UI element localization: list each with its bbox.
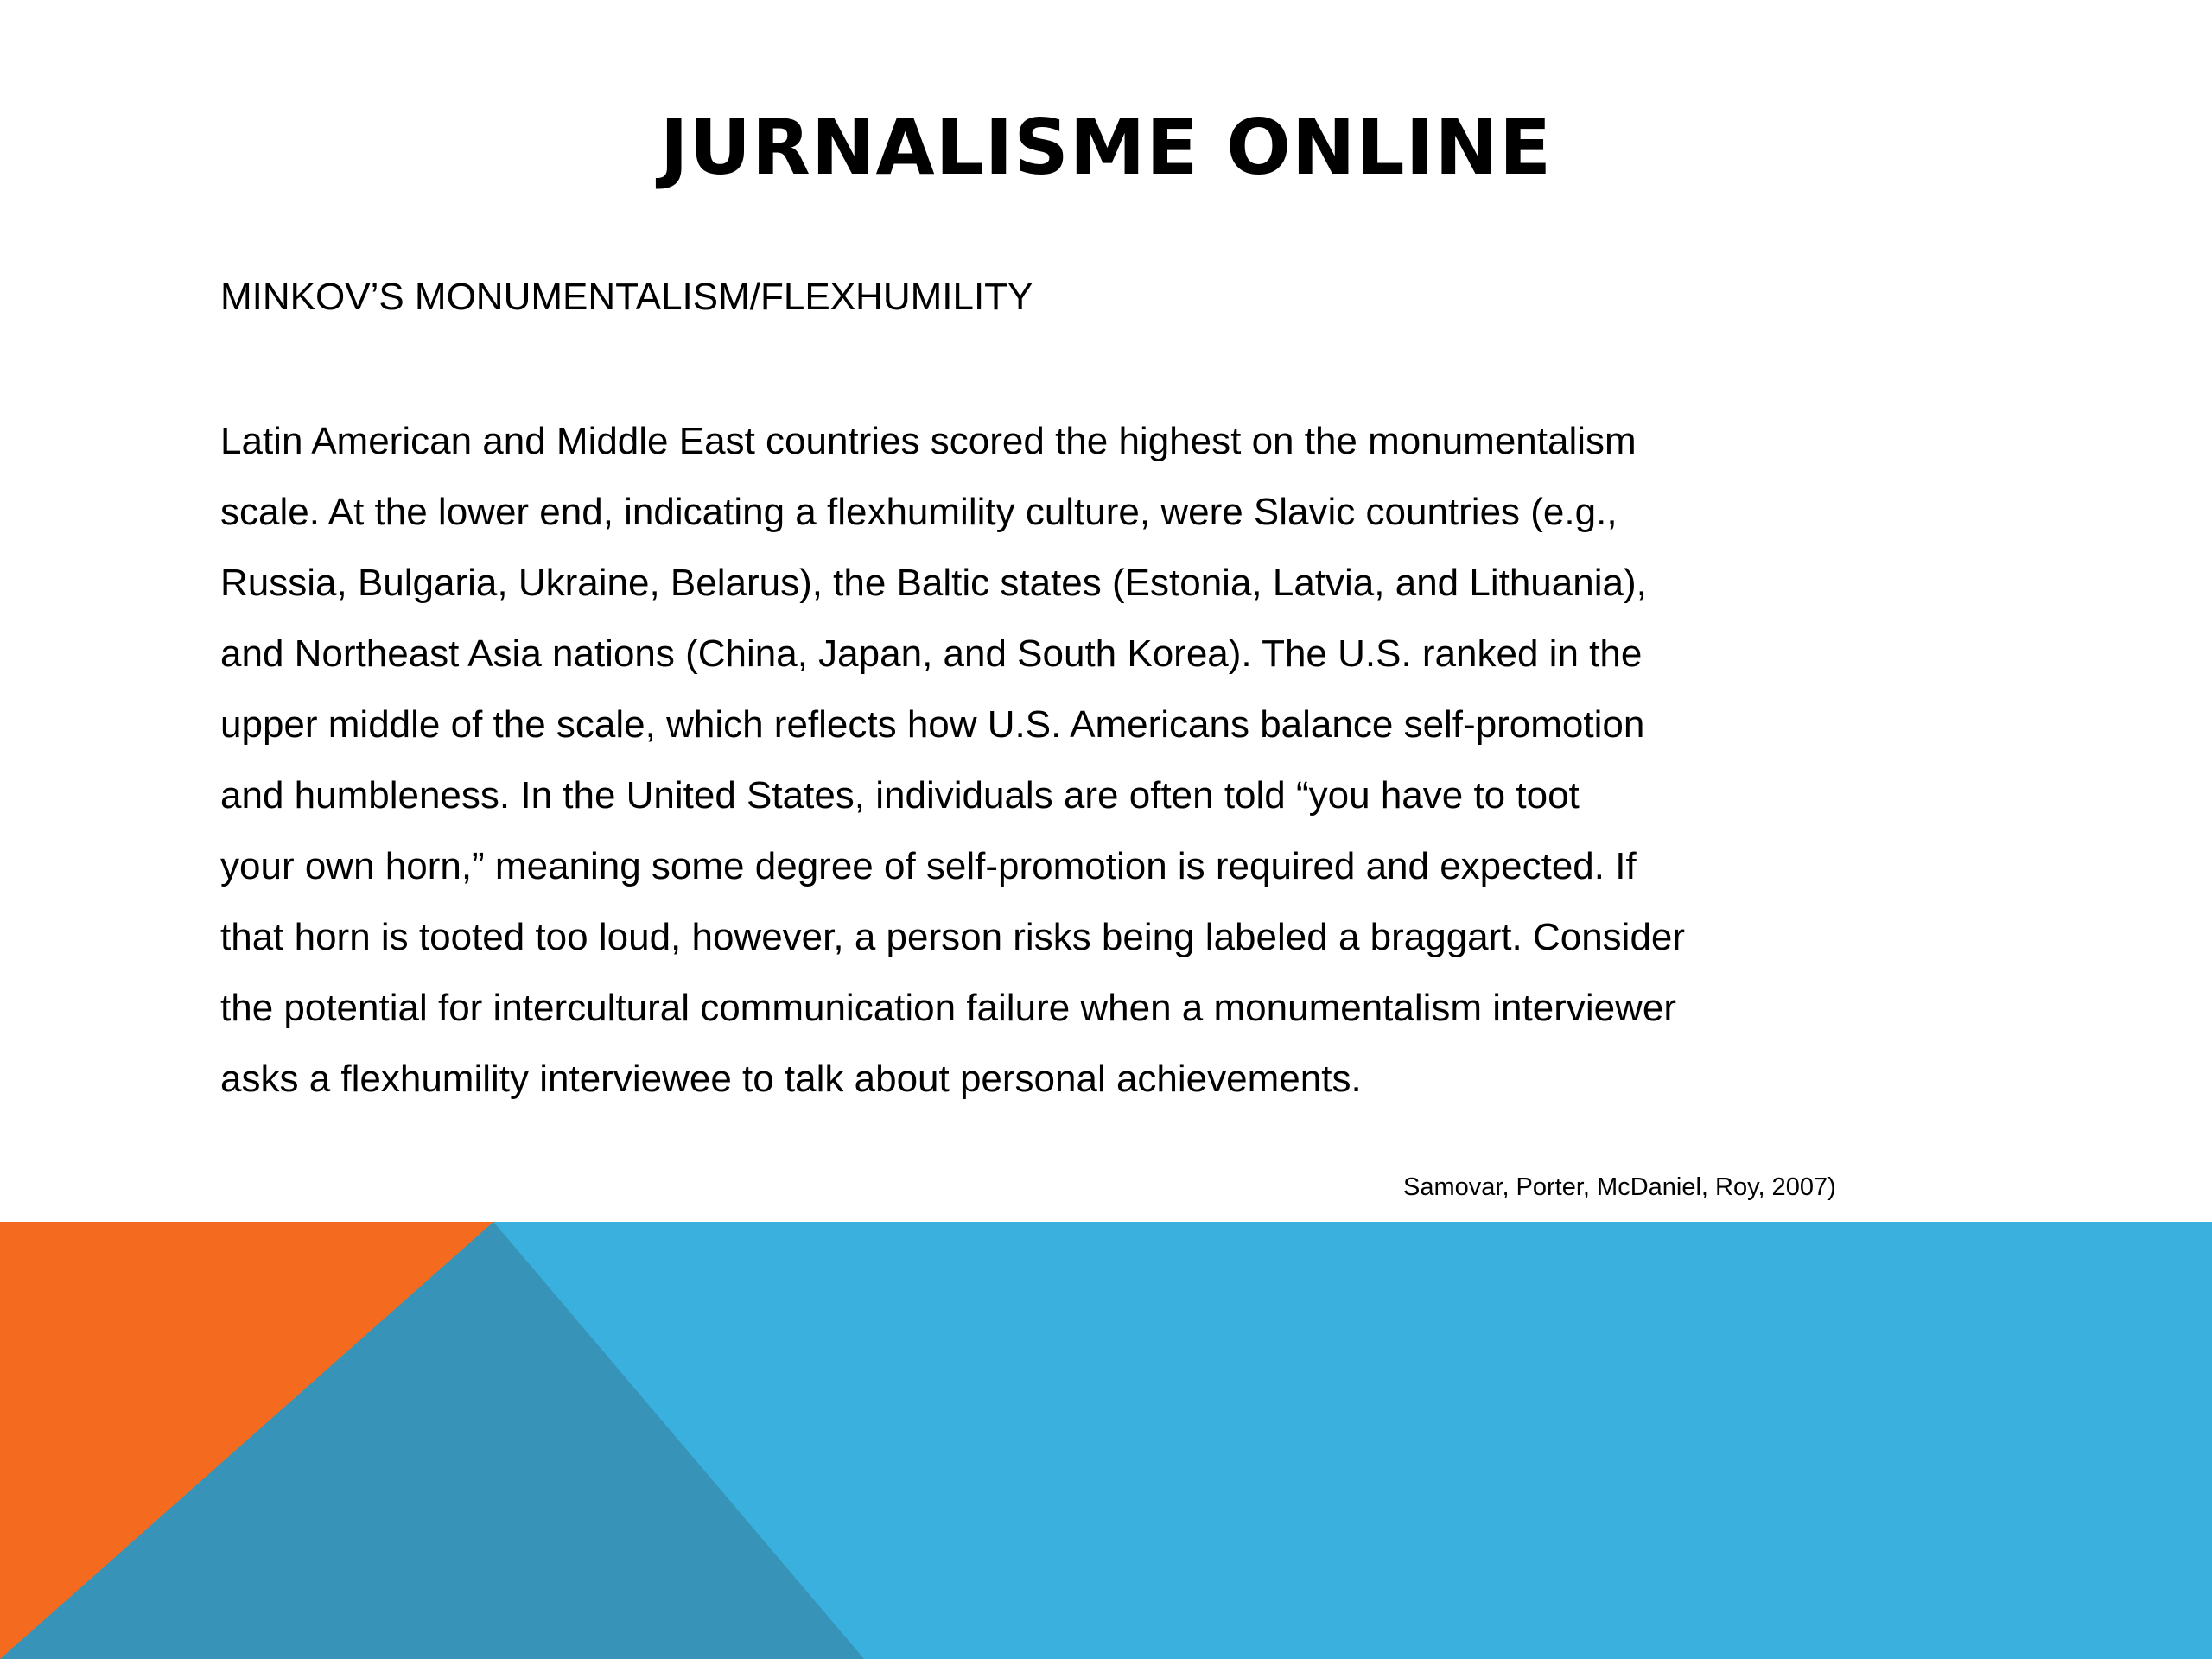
body-line: asks a flexhumility interviewee to talk about personal achievements. — [220, 1058, 1362, 1100]
body-line: Latin American and Middle East countries scored the highest on the monumentalism — [220, 420, 1637, 462]
body-line: scale. At the lower end, indicating a flexhumility culture, were Slavic countries (e.g., — [220, 491, 1618, 533]
citation: Samovar, Porter, McDaniel, Roy, 2007) — [1403, 1173, 1836, 1201]
body-line: and Northeast Asia nations (China, Japan, and South Korea). The U.S. ranked in the — [220, 632, 1643, 675]
body-line: upper middle of the scale, which reflects how U.S. Americans balance self-promotion — [220, 703, 1645, 746]
body-line: and humbleness. In the United States, individuals are often told “you have to toot — [220, 774, 1580, 817]
body-line: the potential for intercultural communication failure when a monumentalism interviewer — [220, 987, 1677, 1029]
body-line: your own horn,” meaning some degree of self-promotion is required and expected. If — [220, 845, 1637, 887]
body-paragraph — [220, 406, 2044, 1115]
body-line: Russia, Bulgaria, Ukraine, Belarus), the Baltic states (Estonia, Latvia, and Lithuania), — [220, 562, 1647, 604]
slide-subtitle: MINKOV’S MONUMENTALISM/FLEXHUMILITY — [220, 276, 1033, 318]
body-line: that horn is tooted too loud, however, a person risks being labeled a braggart. Consider — [220, 916, 1686, 958]
slide-title: JURNALISME ONLINE — [659, 103, 1553, 192]
decorative-footer-shapes — [0, 1222, 2212, 1659]
